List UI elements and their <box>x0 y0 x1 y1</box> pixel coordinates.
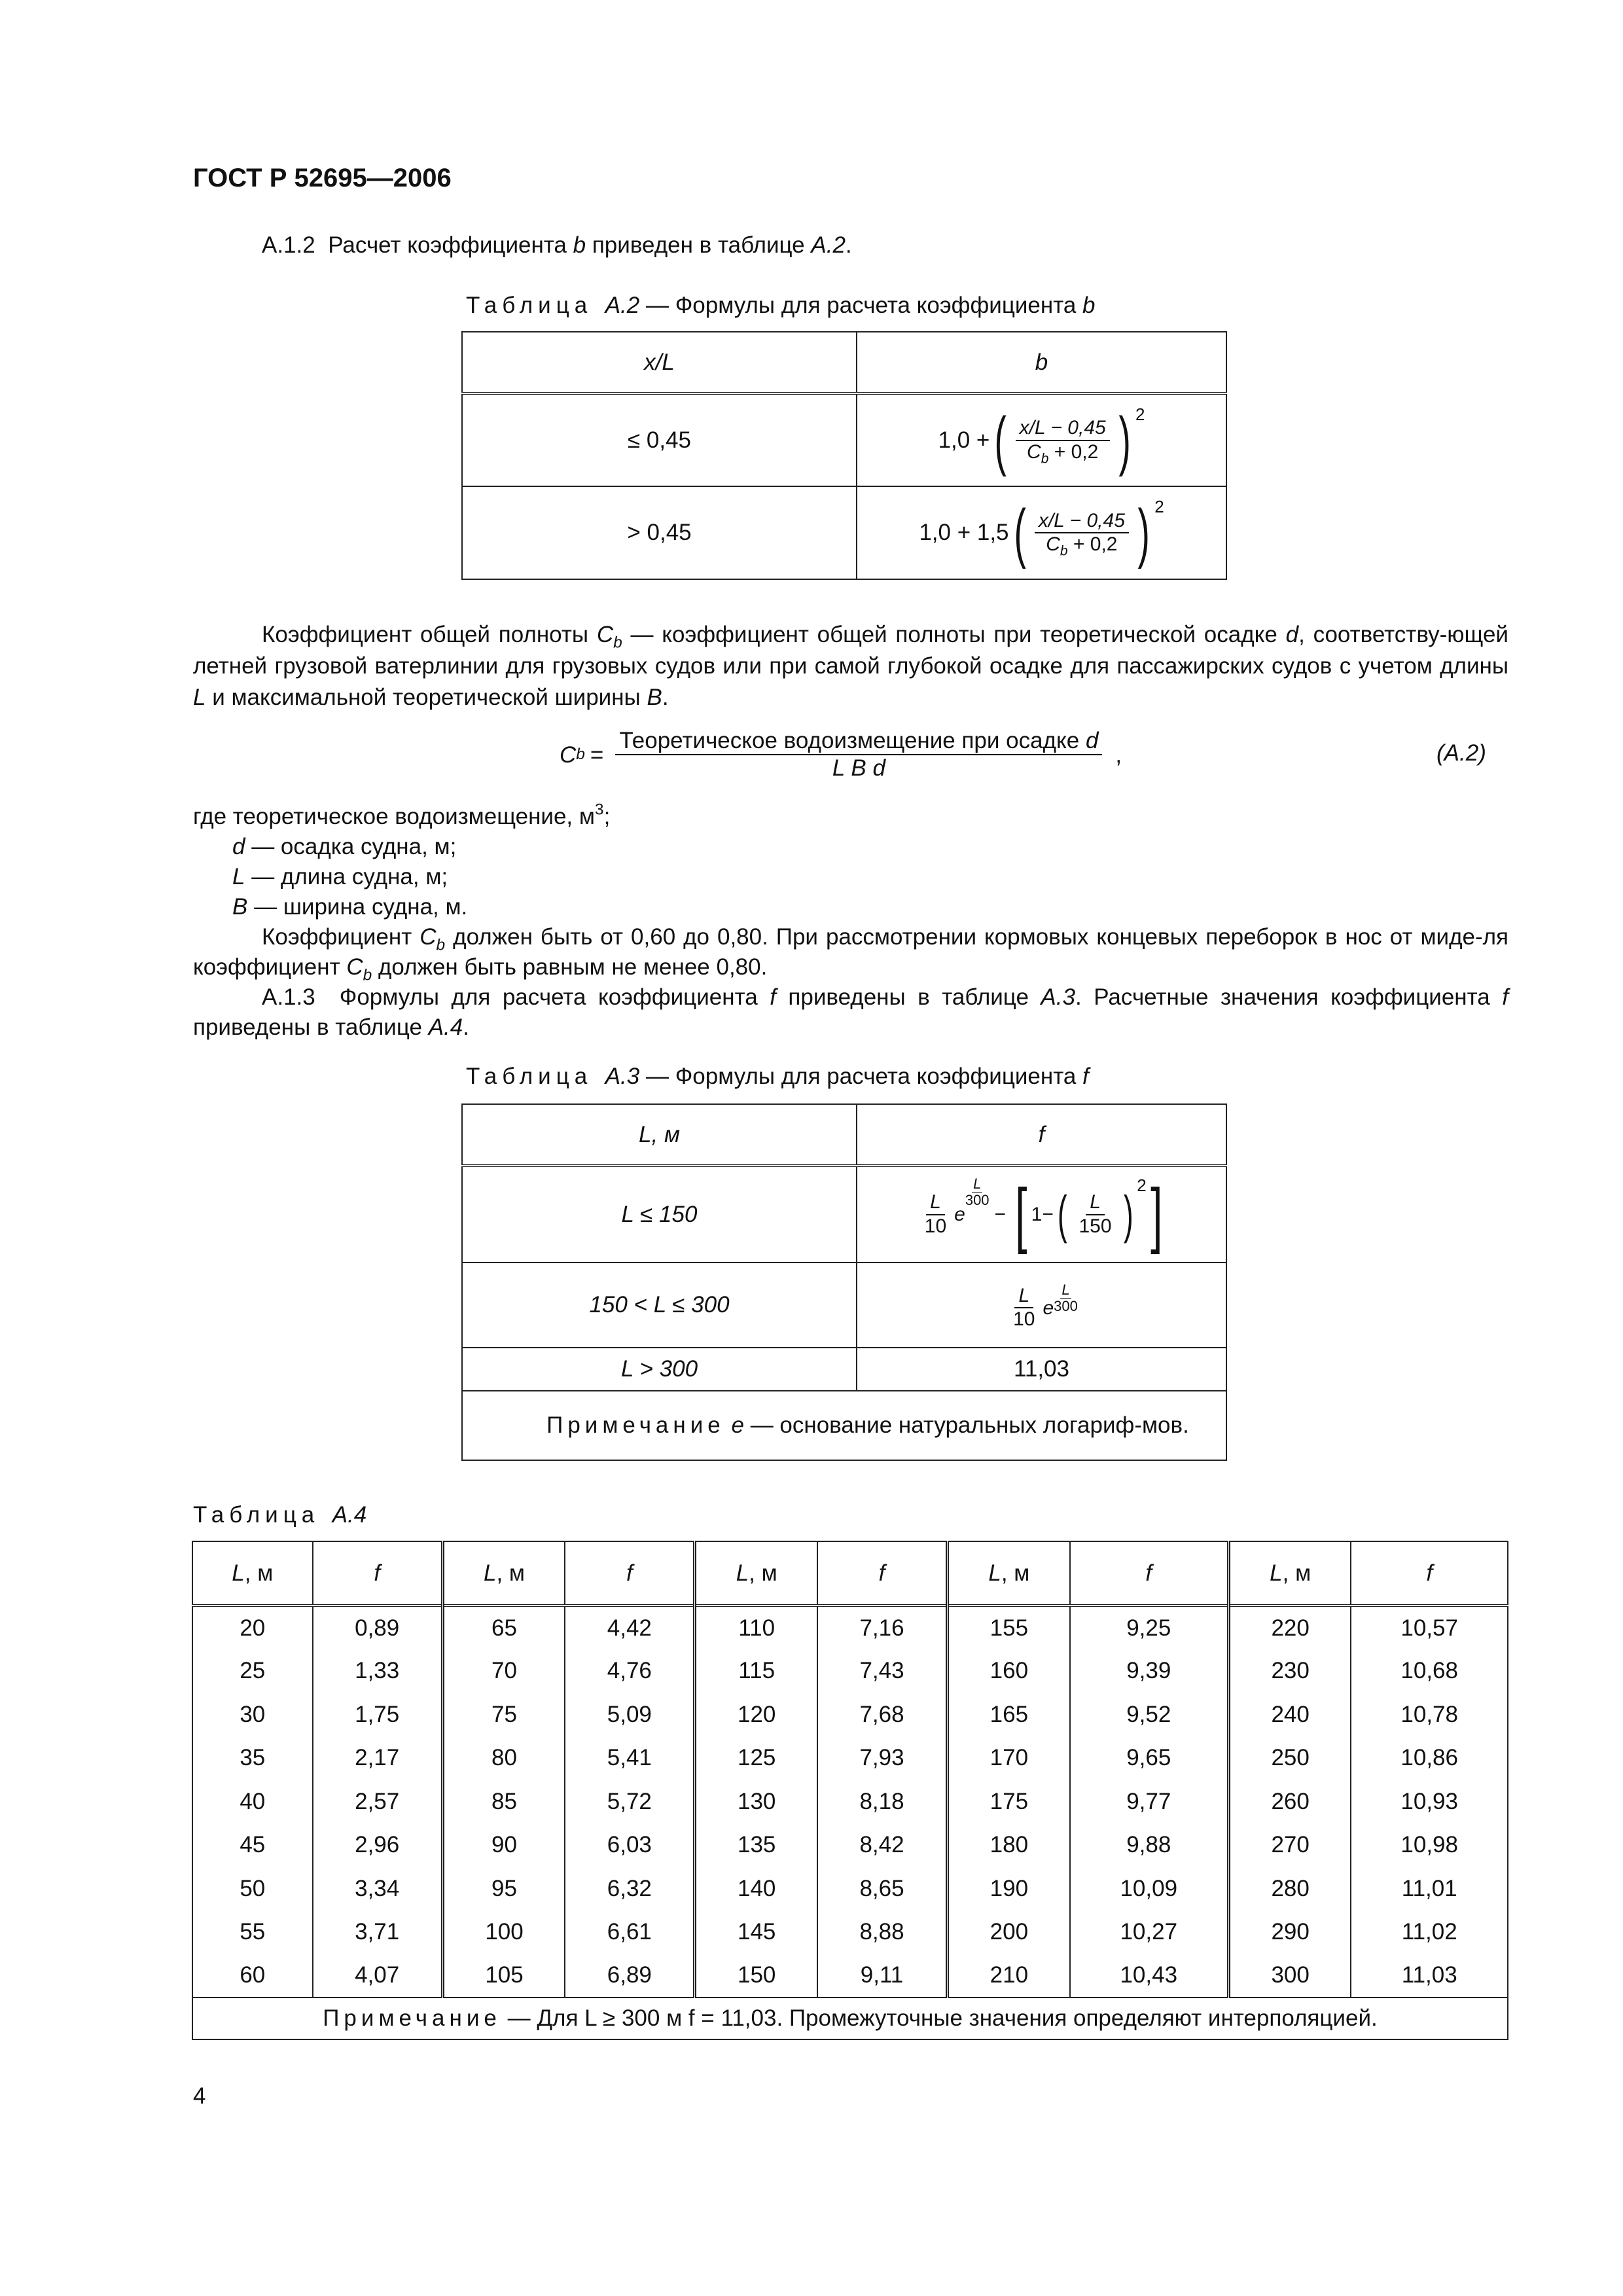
table-a4-header-f: f <box>565 1541 695 1605</box>
table-a3-note: Примечание e — основание натуральных логариф-мов. <box>462 1391 1226 1460</box>
table-cell-f: 9,11 <box>817 1954 948 1998</box>
table-cell-f: 8,88 <box>817 1910 948 1954</box>
section-a12: А.1.2 Расчет коэффициента b приведен в таблице А.2. <box>262 232 852 258</box>
formula-a2: C b = $\frac{\text{Теоретическое водоизмещение при осадке d}}{\text{L B d}}$ , <box>560 728 1122 781</box>
table-row <box>192 1649 1508 1693</box>
table-cell-f: 9,39 <box>1070 1649 1229 1693</box>
table-cell-length: 80 <box>442 1736 565 1780</box>
table-cell-f: 10,98 <box>1351 1823 1508 1867</box>
table-cell-f: 9,65 <box>1070 1736 1229 1780</box>
table-a4-header-f: f <box>313 1541 443 1605</box>
table-row <box>192 1780 1508 1823</box>
table-cell-f: 5,72 <box>565 1780 695 1823</box>
table-a3-cond: L > 300 <box>462 1348 857 1391</box>
table-cell-length: 60 <box>192 1954 313 1998</box>
table-cell-length: 35 <box>192 1736 313 1780</box>
table-cell-length: 160 <box>948 1649 1070 1693</box>
definition-L: L — длина судна, м; <box>232 864 448 889</box>
table-cell-length: 200 <box>948 1910 1070 1954</box>
document-id: ГОСТ Р 52695—2006 <box>193 164 452 192</box>
table-a3-value: 11,03 <box>857 1348 1226 1391</box>
table-cell-length: 135 <box>695 1823 817 1867</box>
table-a2-cond: ≤ 0,45 <box>462 393 857 486</box>
table-row <box>192 1605 1508 1649</box>
table-cell-length: 280 <box>1228 1867 1351 1910</box>
table-cell-f: 10,78 <box>1351 1693 1508 1736</box>
table-cell-length: 155 <box>948 1605 1070 1649</box>
table-cell-f: 2,17 <box>313 1736 443 1780</box>
table-a2-col2-header: b <box>857 332 1226 393</box>
table-cell-f: 10,57 <box>1351 1605 1508 1649</box>
table-cell-length: 170 <box>948 1736 1070 1780</box>
table-cell-f: 4,07 <box>313 1954 443 1998</box>
table-cell-f: 8,42 <box>817 1823 948 1867</box>
definition-B: B — ширина судна, м. <box>232 894 468 920</box>
table-cell-f: 5,09 <box>565 1693 695 1736</box>
table-a4-header-f: f <box>1070 1541 1229 1605</box>
table-cell-f: 2,57 <box>313 1780 443 1823</box>
table-a4-note-row <box>192 1998 1508 2039</box>
table-cell-f: 6,61 <box>565 1910 695 1954</box>
table-cell-f: 10,27 <box>1070 1910 1229 1954</box>
table-cell-f: 6,32 <box>565 1867 695 1910</box>
table-a2-row <box>462 393 1226 486</box>
table-cell-f: 11,03 <box>1351 1954 1508 1998</box>
table-a2-formula: 1,0 + ( $\frac{x/L - 0,45}{C_b + 0,2}$ ) 2 <box>857 393 1226 486</box>
table-row <box>192 1693 1508 1736</box>
table-cell-length: 150 <box>695 1954 817 1998</box>
table-cell-f: 10,86 <box>1351 1736 1508 1780</box>
table-cell-length: 100 <box>442 1910 565 1954</box>
table-a4-header-row <box>192 1541 1508 1605</box>
table-cell-length: 65 <box>442 1605 565 1649</box>
table-cell-length: 230 <box>1228 1649 1351 1693</box>
table-cell-length: 115 <box>695 1649 817 1693</box>
table-a4-note: Примечание — Для L ≥ 300 м f = 11,03. Промежуточные значения определяют интерполяцией. <box>192 1998 1508 2039</box>
table-a3-note-row <box>462 1391 1226 1460</box>
table-cell-f: 7,68 <box>817 1693 948 1736</box>
table-cell-f: 7,16 <box>817 1605 948 1649</box>
table-a2 <box>461 331 1227 580</box>
table-cell-length: 145 <box>695 1910 817 1954</box>
table-cell-length: 125 <box>695 1736 817 1780</box>
table-cell-f: 4,42 <box>565 1605 695 1649</box>
table-a3-row <box>462 1263 1226 1348</box>
table-cell-f: 3,71 <box>313 1910 443 1954</box>
table-row <box>192 1910 1508 1954</box>
table-cell-length: 220 <box>1228 1605 1351 1649</box>
table-cell-length: 190 <box>948 1867 1070 1910</box>
section-a13: А.1.3 Формулы для расчета коэффициента f приведены в таблице А.3. Расчетные значения коэффициента f приведены в таблице А.4. <box>193 984 1508 1040</box>
paragraph-cb-limit: Коэффициент $C_b$ должен быть от 0,60 до 0,80. При рассмотрении кормовых концевых переборок в нос от миде-ля коэффициент $C_b$ должен быть равным не менее 0,80. <box>193 924 1508 984</box>
table-cell-f: 4,76 <box>565 1649 695 1693</box>
table-cell-length: 105 <box>442 1954 565 1998</box>
table-a3-col2-header: f <box>857 1104 1226 1166</box>
table-cell-length: 70 <box>442 1649 565 1693</box>
table-cell-f: 1,33 <box>313 1649 443 1693</box>
table-cell-f: 8,18 <box>817 1780 948 1823</box>
table-cell-f: 8,65 <box>817 1867 948 1910</box>
table-cell-length: 85 <box>442 1780 565 1823</box>
table-a4-header-length: L, м <box>442 1541 565 1605</box>
table-row <box>192 1867 1508 1910</box>
table-a3-cond: L ≤ 150 <box>462 1166 857 1263</box>
table-a2-row <box>462 486 1226 579</box>
table-a3-row <box>462 1348 1226 1391</box>
table-cell-length: 165 <box>948 1693 1070 1736</box>
table-cell-length: 25 <box>192 1649 313 1693</box>
table-a3-col1-header: L, м <box>462 1104 857 1166</box>
table-cell-length: 180 <box>948 1823 1070 1867</box>
table-cell-f: 9,52 <box>1070 1693 1229 1736</box>
table-cell-length: 260 <box>1228 1780 1351 1823</box>
table-a3-caption: Таблица А.3 — Формулы для расчета коэффициента f <box>466 1064 1089 1089</box>
table-cell-length: 120 <box>695 1693 817 1736</box>
table-a3-row <box>462 1166 1226 1263</box>
table-a2-caption: Таблица А.2 — Формулы для расчета коэффициента b <box>466 293 1096 318</box>
table-cell-length: 20 <box>192 1605 313 1649</box>
table-cell-f: 2,96 <box>313 1823 443 1867</box>
table-cell-f: 7,43 <box>817 1649 948 1693</box>
table-a2-cond: > 0,45 <box>462 486 857 579</box>
table-cell-f: 10,43 <box>1070 1954 1229 1998</box>
definition-d: d — осадка судна, м; <box>232 834 457 859</box>
table-cell-f: 3,34 <box>313 1867 443 1910</box>
table-a4-header-length: L, м <box>948 1541 1070 1605</box>
table-cell-f: 7,93 <box>817 1736 948 1780</box>
table-a4-caption: Таблица А.4 <box>193 1502 367 1528</box>
table-cell-length: 50 <box>192 1867 313 1910</box>
table-cell-f: 9,77 <box>1070 1780 1229 1823</box>
table-cell-f: 11,02 <box>1351 1910 1508 1954</box>
table-cell-length: 300 <box>1228 1954 1351 1998</box>
table-a3 <box>461 1103 1227 1461</box>
table-cell-length: 90 <box>442 1823 565 1867</box>
table-cell-length: 30 <box>192 1693 313 1736</box>
table-cell-f: 10,68 <box>1351 1649 1508 1693</box>
table-cell-length: 95 <box>442 1867 565 1910</box>
table-cell-f: 6,89 <box>565 1954 695 1998</box>
table-a3-formula: $\frac{L}{10}$ e L 300 <box>857 1263 1226 1348</box>
table-cell-f: 0,89 <box>313 1605 443 1649</box>
table-row <box>192 1823 1508 1867</box>
table-cell-f: 1,75 <box>313 1693 443 1736</box>
table-cell-length: 290 <box>1228 1910 1351 1954</box>
table-a4-header-length: L, м <box>1228 1541 1351 1605</box>
paragraph-cb-definition: Коэффициент общей полноты $C_b$ — коэффициент общей полноты при теоретической осадке d, соответству-ющей летней грузовой ватерлинии для грузовых судов или при самой глубокой осадке для пассажирских судов с учетом длины L и максимальной теоретической ширины B. <box>193 622 1508 710</box>
table-cell-f: 6,03 <box>565 1823 695 1867</box>
table-cell-length: 250 <box>1228 1736 1351 1780</box>
table-a2-col1-header: x/L <box>462 332 857 393</box>
formula-a2-label: (А.2) <box>1436 740 1486 766</box>
table-a3-formula: $\frac{L}{10}$ e L 300 − [ 1− ( $\frac{L}{150}$ ) 2 ] <box>857 1166 1226 1263</box>
table-cell-f: 5,41 <box>565 1736 695 1780</box>
table-a2-formula: 1,0 + 1,5 ( $\frac{x/L - 0,45}{C_b + 0,2}$ ) 2 <box>857 486 1226 579</box>
table-a4-header-length: L, м <box>192 1541 313 1605</box>
table-a4-header-length: L, м <box>695 1541 817 1605</box>
table-cell-length: 130 <box>695 1780 817 1823</box>
table-cell-f: 9,25 <box>1070 1605 1229 1649</box>
table-cell-length: 110 <box>695 1605 817 1649</box>
table-cell-length: 140 <box>695 1867 817 1910</box>
table-cell-length: 45 <box>192 1823 313 1867</box>
table-cell-length: 40 <box>192 1780 313 1823</box>
table-cell-f: 9,88 <box>1070 1823 1229 1867</box>
table-cell-length: 75 <box>442 1693 565 1736</box>
table-cell-length: 175 <box>948 1780 1070 1823</box>
table-cell-length: 210 <box>948 1954 1070 1998</box>
table-a4-header-f: f <box>817 1541 948 1605</box>
table-cell-f: 10,93 <box>1351 1780 1508 1823</box>
table-cell-f: 11,01 <box>1351 1867 1508 1910</box>
where-block: где теоретическое водоизмещение, $м^3$; d — осадка судна, м; L — длина судна, м; B — ширина судна, м. <box>193 802 610 922</box>
table-a4-header-f: f <box>1351 1541 1508 1605</box>
table-cell-length: 270 <box>1228 1823 1351 1867</box>
table-a3-cond: 150 < L ≤ 300 <box>462 1263 857 1348</box>
table-a4 <box>192 1541 1508 2040</box>
table-cell-length: 55 <box>192 1910 313 1954</box>
table-cell-length: 240 <box>1228 1693 1351 1736</box>
table-row <box>192 1954 1508 1998</box>
table-cell-f: 10,09 <box>1070 1867 1229 1910</box>
page-number: 4 <box>193 2083 206 2109</box>
table-row <box>192 1736 1508 1780</box>
